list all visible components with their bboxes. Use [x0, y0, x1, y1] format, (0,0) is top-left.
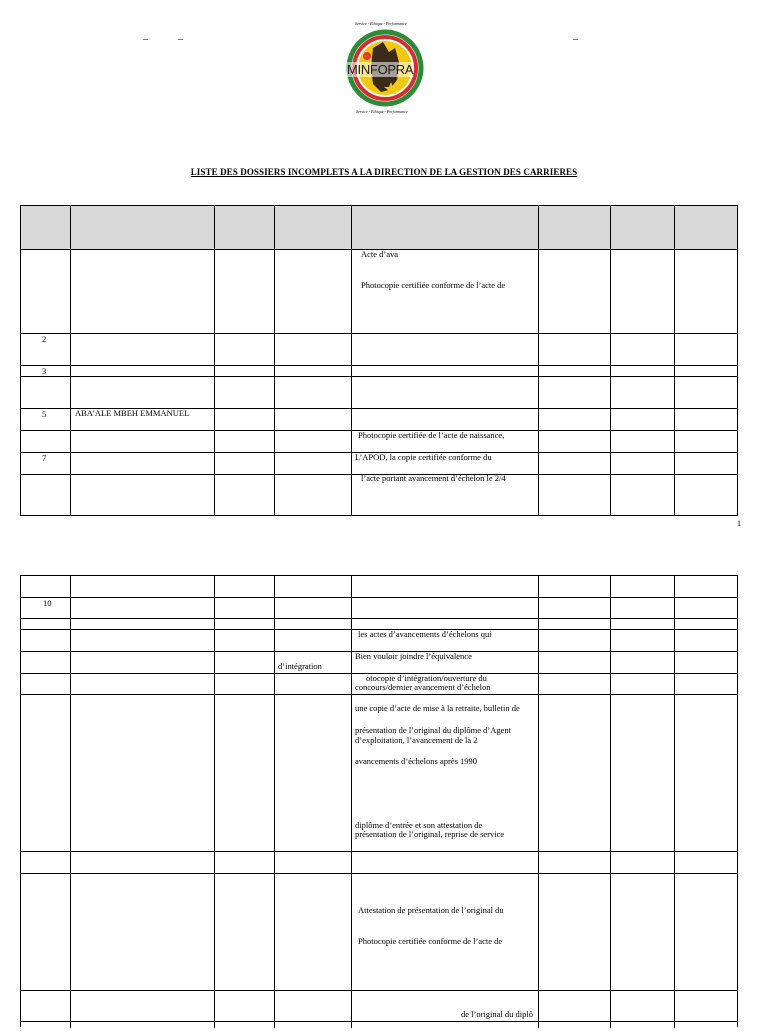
observation-text: avancements d’échelons après 1990 — [355, 756, 478, 766]
observation-text: Bien vouloir joindre l’équivalence — [355, 651, 472, 661]
table-row — [21, 376, 737, 408]
column-divider — [610, 576, 611, 1028]
observation-text: une copie d’acte de mise à la retraite, bulletin de — [355, 703, 520, 713]
observation-text: d’exploitation, l’avancement de la 2 — [355, 735, 478, 745]
column-divider — [214, 576, 215, 1028]
column-divider — [214, 206, 215, 515]
observation-text: otocopie d’intégration/ouverture du — [366, 673, 487, 683]
header-dash: – — [178, 34, 183, 45]
column-divider — [274, 206, 275, 515]
column-divider — [351, 206, 352, 515]
column-divider — [70, 206, 71, 515]
observation-text: l’acte portant avancement d’échelon le 2/4 — [361, 473, 506, 483]
column-divider — [674, 576, 675, 1028]
column-divider — [274, 576, 275, 1028]
page-number: 1 — [737, 519, 741, 528]
table-row — [21, 597, 737, 618]
column-divider — [70, 576, 71, 1028]
column-divider — [538, 206, 539, 515]
table-row — [21, 618, 737, 629]
column-divider — [610, 206, 611, 515]
row-number: 5 — [42, 409, 47, 419]
observation-text: présentation de l’original, reprise de service — [355, 829, 505, 839]
observation-text: Attestation de présentation de l’original du — [358, 905, 504, 915]
minfopra-logo — [343, 18, 427, 116]
observation-text: Acte d’ava — [361, 249, 399, 259]
agent-name: ABA’ALE MBEH EMMANUEL — [75, 408, 190, 418]
logo-motto-bottom: Service - Ethique - Performance — [356, 109, 408, 114]
table-row — [21, 333, 737, 365]
row-number: 7 — [42, 453, 47, 463]
row-number: 3 — [42, 366, 47, 376]
column-divider — [674, 206, 675, 515]
header-dash: – — [573, 34, 578, 45]
logo-text: MINFOPRA — [347, 62, 414, 77]
observation-text: diplôme d’entrée et son attestation de — [355, 820, 483, 830]
document-title: LISTE DES DOSSIERS INCOMPLETS A LA DIRECTION DE LA GESTION DES CARRIERES — [190, 167, 578, 177]
table-header-row — [21, 206, 737, 249]
observation-text: présentation de l’original du diplôme d’Agent — [355, 725, 512, 735]
table-row — [21, 851, 737, 873]
logo-motto-top: Service - Ethique - Performance — [355, 21, 407, 26]
observation-text: les actes d’avancements d’échelons qui — [358, 629, 492, 639]
column-divider — [538, 576, 539, 1028]
observation-text: concours/dernier avancement d’échelon — [355, 682, 491, 692]
table-row — [21, 576, 737, 597]
dossiers-table-page2 — [20, 575, 738, 1027]
observation-text: de l’original du diplô — [461, 1009, 534, 1019]
table-row — [21, 873, 737, 990]
dossiers-table-page1 — [20, 205, 738, 516]
observation-text: L’APOD, la copie certifiée conforme du — [355, 452, 492, 462]
table-row — [21, 1021, 737, 1031]
table-row — [21, 365, 737, 376]
row-number: 2 — [42, 334, 47, 344]
integration-text: d’intégration — [278, 661, 322, 671]
observation-text: Photocopie certifiée conforme de l’acte de — [361, 280, 506, 290]
table-row — [21, 249, 737, 333]
table-row — [21, 990, 737, 1021]
observation-text: Photocopie certifiée conforme de l’acte de — [358, 936, 503, 946]
column-divider — [351, 576, 352, 1028]
row-number: 10 — [43, 598, 52, 608]
header-dash: – — [143, 34, 148, 45]
observation-text: Photocopie certifiée de l’acte de naissance, — [358, 430, 505, 440]
